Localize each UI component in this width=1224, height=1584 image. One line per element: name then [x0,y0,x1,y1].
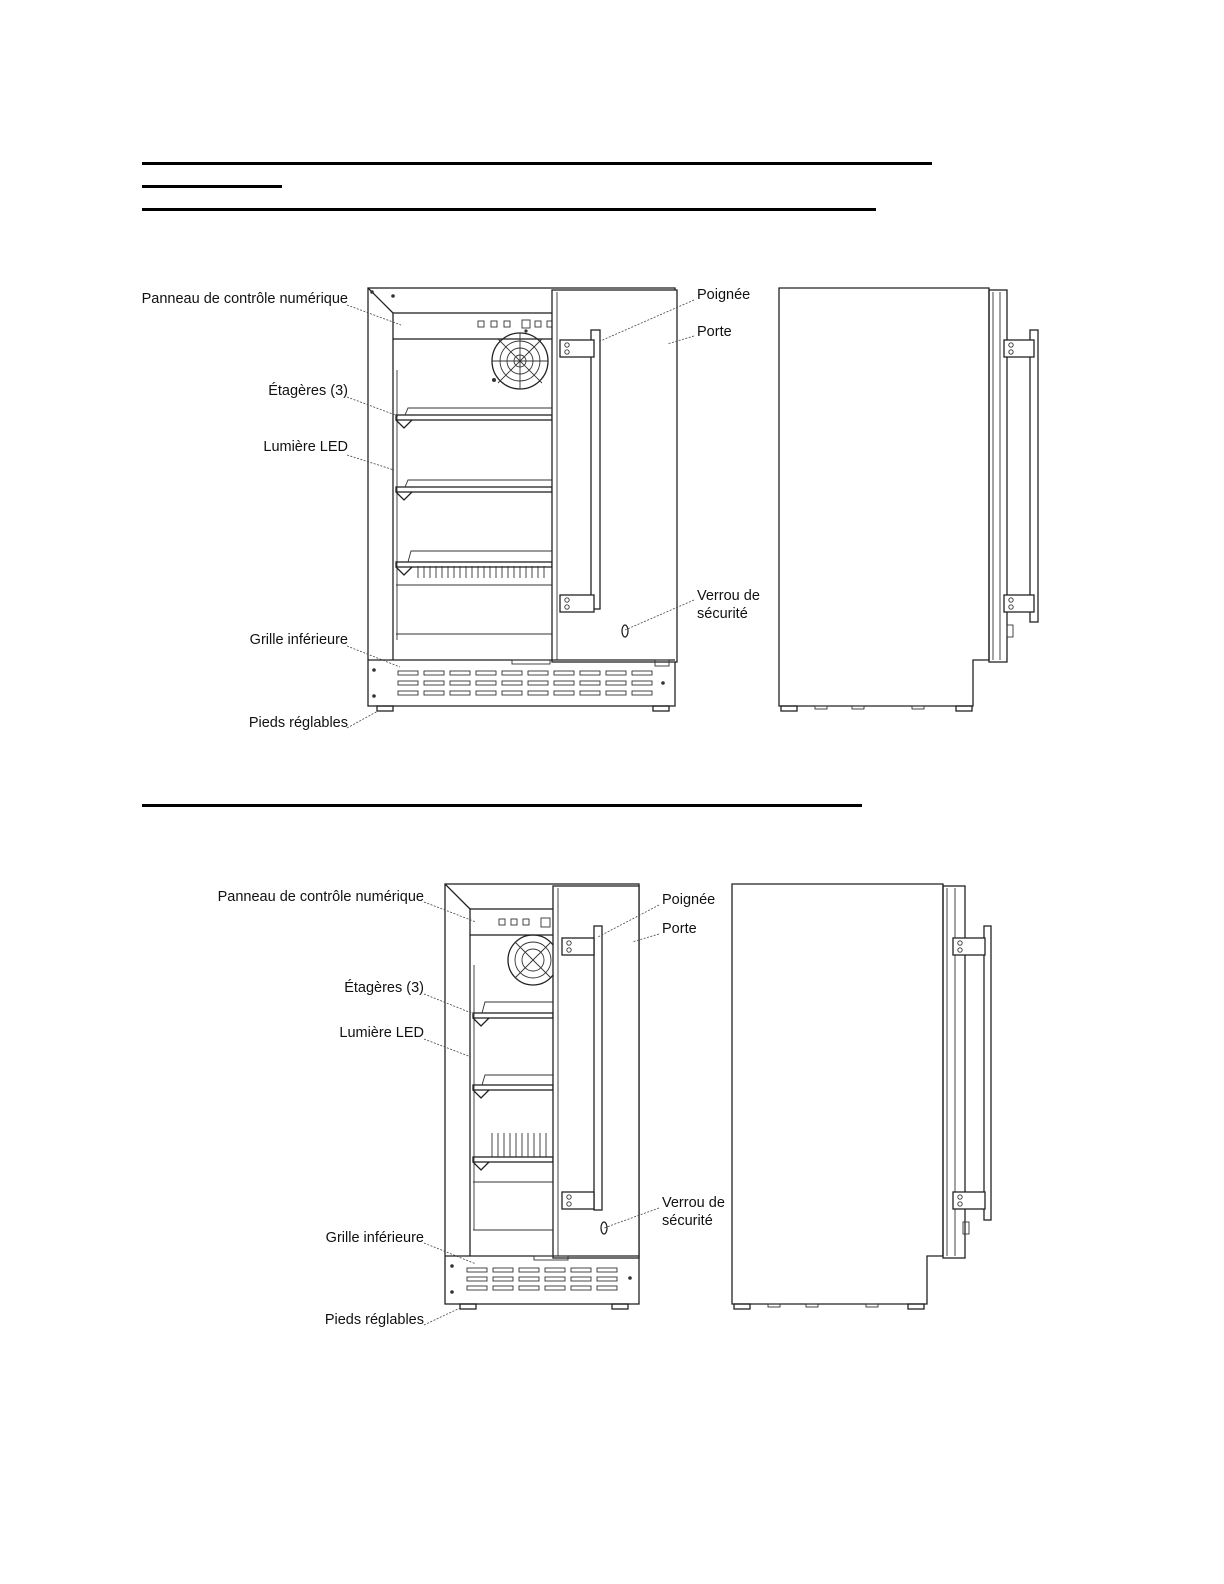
label-control-panel-2: Panneau de contrôle numérique [217,889,424,905]
label-handle-1: Poignée [697,287,751,303]
label-grille-2: Grille inférieure [325,1230,424,1246]
label-handle-2: Poignée [662,892,716,908]
label-shelves-2: Étagères (3) [344,980,424,996]
label-shelves-1: Étagères (3) [268,383,348,399]
label-grille-1: Grille inférieure [249,632,348,648]
label-feet-2: Pieds réglables [324,1312,424,1328]
label-led-2: Lumière LED [339,1025,424,1041]
grille-slots-2 [467,1268,617,1290]
label-led-1: Lumière LED [263,439,348,455]
grille-slots-1 [398,671,652,695]
label-lock-2: Verrou de sécurité [662,1195,725,1229]
front-view-1 [368,288,677,711]
side-view-2 [732,884,991,1309]
label-control-panel-1: Panneau de contrôle numérique [141,291,348,307]
front-view-2 [445,884,639,1309]
label-lock-1: Verrou de sécurité [697,588,760,622]
label-door-2: Porte [662,921,697,937]
side-view-1 [779,288,1038,711]
label-door-1: Porte [697,324,732,340]
label-feet-1: Pieds réglables [248,715,348,731]
